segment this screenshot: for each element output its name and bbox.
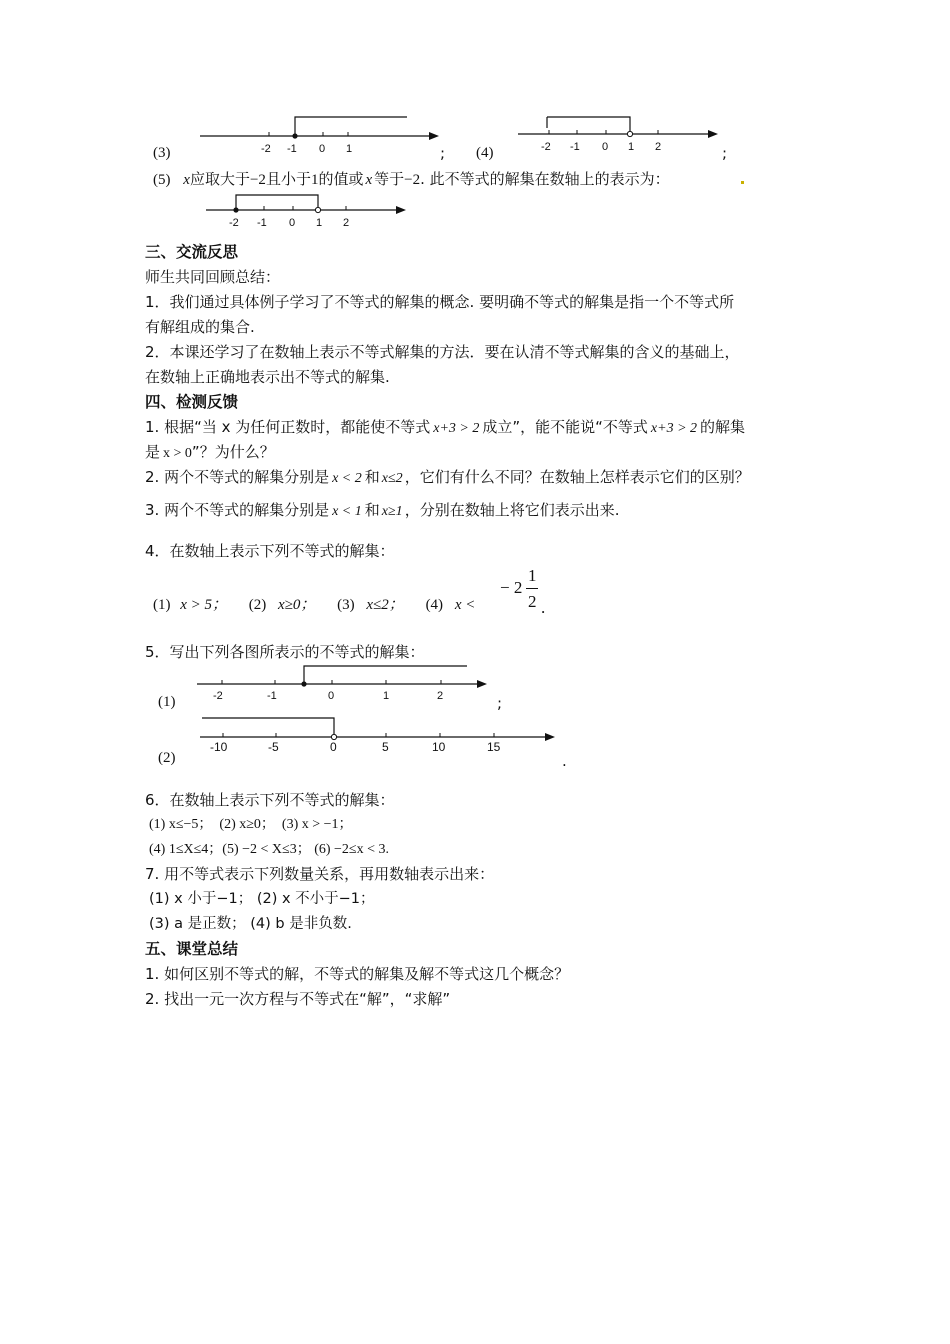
tick-label: 10 [432,740,446,754]
paragraph: 有解组成的集合. [145,318,255,336]
section-4-title: 四、检测反馈 [145,393,239,411]
tick-label: -1 [570,141,580,153]
period: . [562,752,567,770]
item-3-label: (3) [153,145,171,161]
tick-label: -5 [268,740,279,754]
question-6: 6．在数轴上表示下列不等式的解集： [145,791,395,809]
tick-label: -10 [210,740,228,754]
fraction-denominator: 2 [528,592,537,611]
question-2: 2. 两个不等式的解集分别是 x < 2 和 x≤2 ，它们有什么不同？在数轴上怎样表示它们的区别？ [145,468,750,486]
question-4-items: (1) x > 5； (2) x≥0； (3) x≤2； (4) x < [153,597,476,613]
tick-label: 0 [602,141,609,153]
arrow-head [396,206,406,214]
closed-dot [301,681,306,686]
question-6-row-1: (1) x≤−5； (2) x≥0； (3) x > −1； [149,817,353,832]
item-label: (1) [158,694,176,710]
tick-label: 1 [346,143,353,155]
solution-bracket [295,117,407,136]
tick-label: -2 [261,143,271,155]
tick-label: -1 [267,690,277,702]
section-5-title: 五、课堂总结 [145,940,239,958]
question-1-line-1: 1. 根据“当 x 为任何正数时，都能使不等式 x+3 > 2 成立”，能不能说“不等式 x+3 > 2 的解集 [145,418,746,436]
number-line-4 [515,110,728,162]
arrow-head [708,130,718,138]
paragraph: 在数轴上正确地表示出不等式的解集. [145,368,390,386]
open-dot [331,734,336,739]
question-3: 3. 两个不等式的解集分别是 x < 1 和 x≥1 ，分别在数轴上将它们表示出来. [145,501,620,519]
question-4: 4．在数轴上表示下列不等式的解集： [145,542,395,560]
number-line-5 [203,192,413,232]
tick-label: 15 [487,740,501,754]
number-line-q5-2 [198,714,563,759]
tick-label: -2 [541,141,551,153]
solution-bracket [202,718,334,735]
mixed-number-whole: − 2 [500,578,523,597]
solution-bracket [547,117,630,132]
tick-label: 1 [383,690,390,702]
period: . [541,598,546,617]
tick-label: 0 [289,217,296,229]
tick-label: -2 [213,690,223,702]
solution-bracket [236,195,318,210]
question-1-line-2: 是 x > 0”？为什么？ [145,443,275,461]
tick-label: 1 [316,217,323,229]
item-5-line: (5) x应取大于−2且小于1的值或 x 等于−2. 此不等式的解集在数轴上的表示为： [153,170,670,188]
tick-label: 0 [330,740,337,754]
paragraph: 2．本课还学习了在数轴上表示不等式解集的方法．要在认清不等式解集的含义的基础上， [145,343,740,361]
tick-label: 2 [655,141,662,153]
tick-label: 5 [382,740,389,754]
arrow-head [545,733,555,741]
closed-dot [233,207,238,212]
tick-label: 2 [437,690,444,702]
tick-label: 2 [343,217,350,229]
question-7: 7. 用不等式表示下列数量关系，再用数轴表示出来： [145,865,495,883]
question-6-row-2: (4) 1≤X≤4；(5) −2 < X≤3； (6) −2≤x < 3. [149,842,390,857]
tick-label: 0 [328,690,335,702]
paragraph: 师生共同回顾总结： [145,268,281,286]
number-line-q5-1 [195,662,495,707]
tick-label: -1 [287,143,297,155]
paragraph: 1. 如何区别不等式的解，不等式的解集及解不等式这几个概念？ [145,965,570,983]
open-dot [627,131,632,136]
number-line-3 [195,110,445,160]
arrow-head [477,680,487,688]
item-label: (2) [158,750,176,766]
paragraph: 2. 找出一元一次方程与不等式在“解”，“求解” [145,990,451,1008]
open-dot [315,207,320,212]
question-7-row-2: (3) a 是正数； (4) b 是非负数. [149,916,352,932]
tick-label: -1 [257,217,267,229]
question-7-row-1: (1) x 小于−1； (2) x 不小于−1； [149,891,375,907]
section-3-title: 三、交流反思 [145,243,239,261]
paragraph: 1．我们通过具体例子学习了不等式的解集的概念. 要明确不等式的解集是指一个不等式所 [145,293,735,311]
mark-dot [741,181,744,184]
fraction-bar [526,588,538,589]
semicolon: ; [440,144,446,162]
arrow-head [429,132,439,140]
tick-label: 1 [628,141,635,153]
semicolon: ; [722,144,728,162]
question-5: 5．写出下列各图所表示的不等式的解集： [145,643,425,661]
semicolon: ; [497,694,503,712]
fraction-numerator: 1 [528,566,537,585]
tick-label: -2 [229,217,239,229]
item-4-label: (4) [476,145,494,161]
tick-label: 0 [319,143,326,155]
